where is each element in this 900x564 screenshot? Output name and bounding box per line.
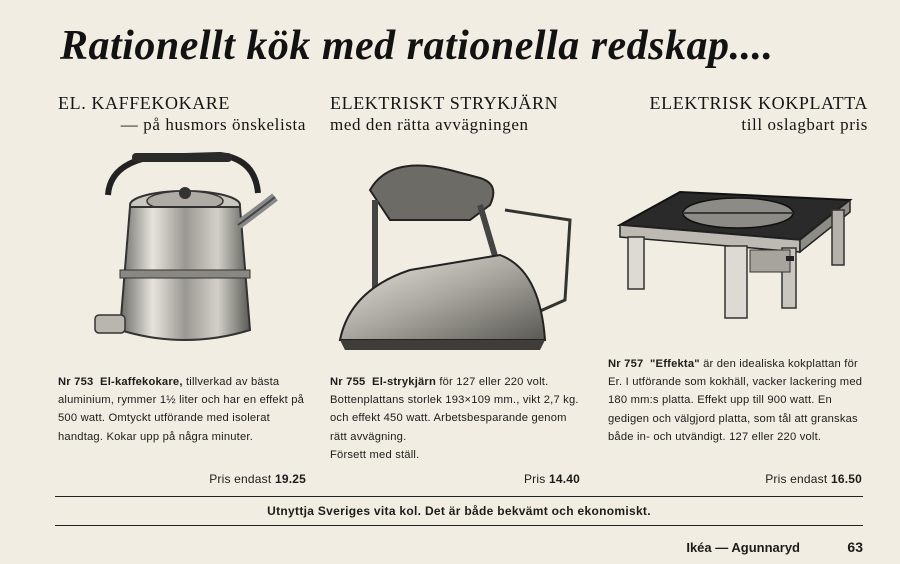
item-number: Nr 753 (58, 376, 94, 388)
price-value: 19.25 (274, 472, 306, 486)
slogan: Utnyttja Sveriges vita kol. Det är både bekvämt och ekonomiskt. (267, 504, 651, 518)
heading-hotplate-line2: till oslagbart pris (741, 115, 868, 134)
item-name: "Effekta" (650, 358, 700, 370)
footer-brand: Ikéa — Agunnaryd (686, 540, 800, 555)
page-number: 63 (847, 539, 863, 555)
item-description: för 127 eller 220 volt. Bottenplattans storlek 193×109 mm., vikt 2,7 kg. och effekt 450 watt. Arbetsbesparande genom rätt avvägning. (330, 376, 579, 443)
item-description: tillverkad av bästa aluminium, rymmer 1½ liter och har en effekt på 500 watt. Omtyckt utförande med isolerat handtag. Kokar upp på några minuter. (58, 376, 305, 443)
item-extra-line: Försett med ställ. (330, 448, 420, 461)
heading-hotplate-line1: ELEKTRISK KOKPLATTA (649, 93, 868, 113)
heading-kettle (58, 92, 318, 136)
electric-kettle-icon (90, 145, 280, 360)
price-value: 16.50 (830, 472, 862, 486)
price-label: Pris (523, 472, 546, 486)
page-headline: Rationellt kök med rationella redskap.... (60, 23, 774, 69)
heading-iron (330, 92, 590, 136)
heading-kettle-line1: EL. KAFFEKOKARE (58, 93, 231, 113)
item-number: Nr 757 (608, 358, 644, 370)
price-label: Pris endast (209, 472, 272, 486)
price-kettle (160, 472, 306, 486)
heading-iron-line2: med den rätta avvägningen (330, 115, 529, 134)
item-description: är den idealiska kokplattan för Er. I utförande som kokhäll, vacker lackering med 180 mm:s platta. Effekt upp till 900 watt. En gedigen och välgjord platta, som tål att granskas både in- och utvändigt. 127 eller 220 volt. (608, 358, 863, 443)
price-iron (432, 472, 580, 486)
heading-hotplate (608, 92, 868, 136)
heading-iron-line1: ELEKTRISKT STRYKJÄRN (330, 93, 559, 113)
description-hotplate (608, 355, 863, 446)
description-iron (330, 373, 580, 464)
clothes-iron-icon (330, 150, 580, 360)
hotplate-icon (610, 180, 860, 330)
price-label: Pris endast (765, 472, 828, 486)
description-kettle (58, 373, 308, 446)
heading-kettle-line2: — på husmors önskelista (120, 115, 306, 134)
item-name: El-kaffekokare, (100, 376, 183, 388)
divider-top (55, 496, 863, 497)
divider-bottom (55, 525, 863, 526)
price-hotplate (712, 472, 862, 486)
item-number: Nr 755 (330, 376, 366, 388)
price-value: 14.40 (548, 472, 580, 486)
item-name: El-strykjärn (372, 376, 437, 388)
